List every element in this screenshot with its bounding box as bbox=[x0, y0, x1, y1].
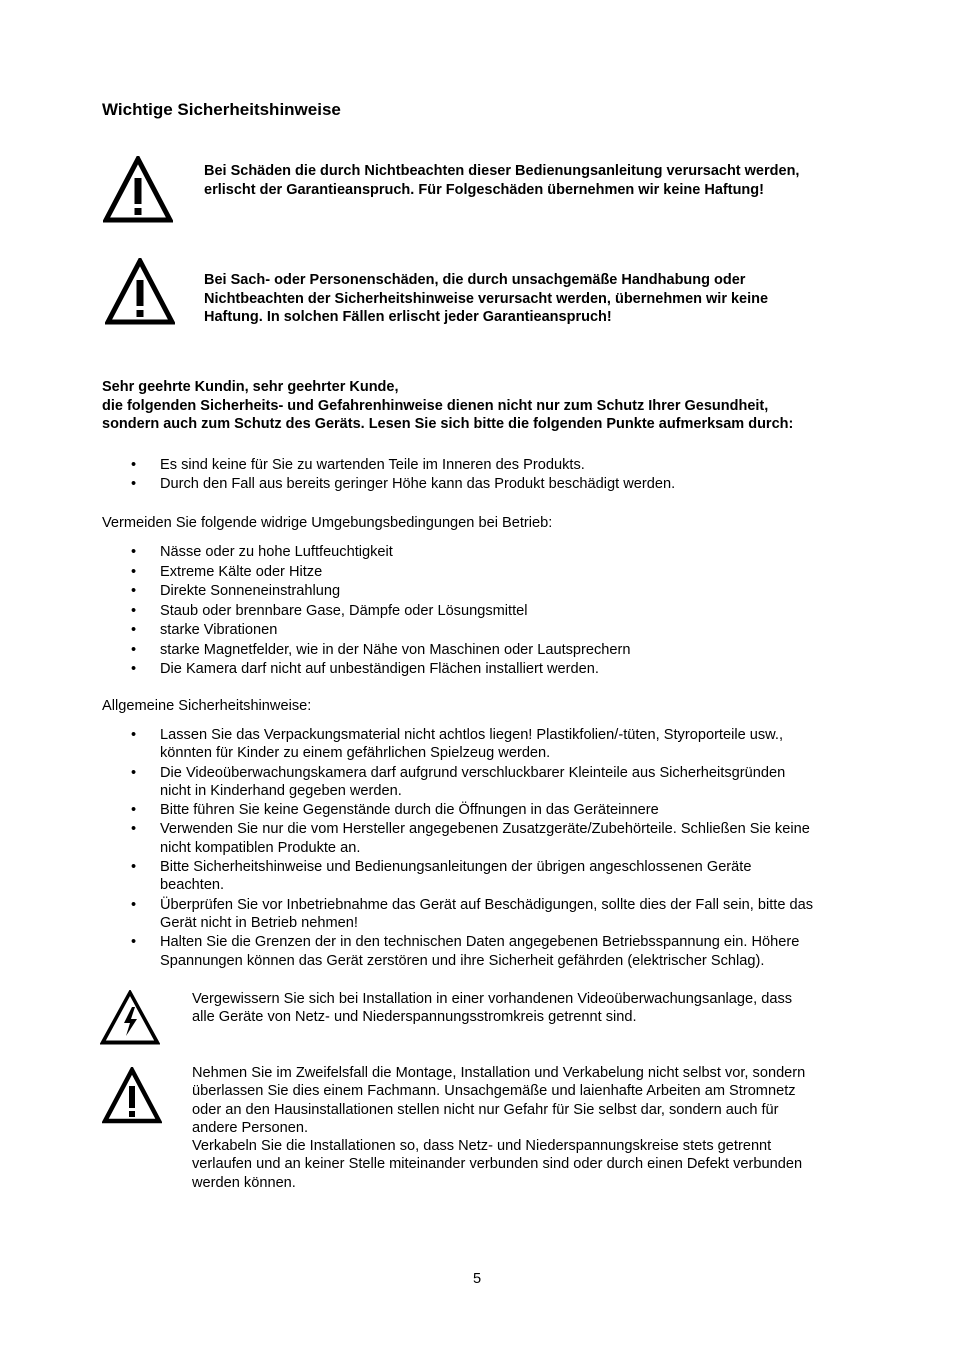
warning-line: erlischt der Garantieanspruch. Für Folgeschäden übernehmen wir keine Haftung! bbox=[204, 181, 764, 198]
list-item: • Bitte Sicherheitshinweise und Bedienungsanleitungen der übrigen angeschlossenen Geräte beachten. bbox=[131, 859, 752, 894]
electric-note-text bbox=[192, 990, 792, 1027]
note-line: andere Personen. bbox=[192, 1119, 309, 1136]
greeting-line: Sehr geehrte Kundin, sehr geehrter Kunde, bbox=[102, 379, 399, 395]
greeting-line: sondern auch zum Schutz des Geräts. Lesen Sie sich bitte die folgenden Punkte aufmerksam durch: bbox=[102, 416, 794, 432]
list-item: • Halten Sie die Grenzen der in den technischen Daten angegebenen Betriebsspannung ein. Höhere Spannungen können das Gerät zerstören und ihre Sicherheit gefährden (elektrischer Schlag). bbox=[131, 934, 800, 969]
note-line: verlaufen und an keiner Stelle miteinander verbunden sind oder durch einen Defekt verbunden bbox=[192, 1156, 803, 1173]
list-item: • Lassen Sie das Verpackungsmaterial nicht achtlos liegen! Plastikfolien/-tüten, Styroporteile usw., könnten für Kinder zu einem gefährlichen Spielzeug werden. bbox=[131, 727, 784, 762]
warning-text-2 bbox=[204, 271, 768, 327]
list-item: • Überprüfen Sie vor Inbetriebnahme das Gerät auf Beschädigungen, sollte dies der Fall sein, bitte das Gerät nicht in Betrieb nehmen! bbox=[131, 896, 814, 931]
environment-intro: Vermeiden Sie folgende widrige Umgebungsbedingungen bei Betrieb: bbox=[102, 515, 553, 531]
greeting-line: die folgenden Sicherheits- und Gefahrenhinweise dienen nicht nur zum Schutz Ihrer Gesundheit, bbox=[102, 397, 769, 414]
warning-line: Haftung. In solchen Fällen erlischt jeder Garantieanspruch! bbox=[204, 309, 612, 325]
note-line: alle Geräte von Netz- und Niederspannungsstromkreis getrennt sind. bbox=[192, 1009, 637, 1026]
warning-line: Nichtbeachten der Sicherheitshinweise verursacht werden, übernehmen wir keine bbox=[204, 290, 769, 307]
note-line: werden können. bbox=[192, 1174, 296, 1191]
environment-list bbox=[0, 543, 631, 680]
note-line: Vergewissern Sie sich bei Installation in einer vorhandenen Videoüberwachungsanlage, dass bbox=[192, 991, 793, 1007]
warning-line: Bei Sach- oder Personenschäden, die durch unsachgemäße Handhabung oder bbox=[204, 272, 746, 288]
list-item: • starke Vibrationen bbox=[131, 622, 278, 638]
list-item: • Nässe oder zu hohe Luftfeuchtigkeit bbox=[131, 544, 393, 560]
warning-text-1 bbox=[204, 162, 799, 199]
note-line: überlassen Sie dies einem Fachmann. Unsachgemäße und laienhafte Arbeiten am Stromnetz bbox=[192, 1083, 796, 1100]
list-item: • Die Videoüberwachungskamera darf aufgrund verschluckbarer Kleinteile aus Sicherheitsgründen nicht in Kinderhand gegeben werden. bbox=[131, 764, 786, 799]
note-line: Verkabeln Sie die Installationen so, dass Netz- und Niederspannungskreise stets getrennt bbox=[192, 1138, 772, 1155]
page-title: Wichtige Sicherheitshinweise bbox=[102, 100, 341, 119]
high-voltage-icon bbox=[100, 990, 160, 1045]
warning-line: Bei Schäden die durch Nichtbeachten dieser Bedienungsanleitung verursacht werden, bbox=[204, 163, 800, 179]
list-item: • Verwenden Sie nur die vom Hersteller angegebenen Zusatzgeräte/Zubehörteile. Schließen Sie keine nicht kompatiblen Produkte an. bbox=[131, 821, 810, 856]
list-item: • Die Kamera darf nicht auf unbeständigen Flächen installiert werden. bbox=[131, 661, 599, 677]
expert-note-text bbox=[192, 1064, 805, 1192]
note-line: oder an den Hausinstallationen stellen nicht nur Gefahr für Sie selbst dar, sondern auch für bbox=[192, 1101, 779, 1118]
list-item: • Extreme Kälte oder Hitze bbox=[131, 563, 323, 580]
product-notes-list bbox=[0, 456, 675, 494]
warning-triangle-icon bbox=[103, 156, 173, 223]
list-item: • Bitte führen Sie keine Gegenstände durch die Öffnungen in das Geräteinnere bbox=[131, 802, 659, 819]
list-item: • starke Magnetfelder, wie in der Nähe von Maschinen oder Lautsprechern bbox=[131, 641, 631, 658]
list-item: • Staub oder brennbare Gase, Dämpfe oder Lösungsmittel bbox=[131, 602, 528, 619]
general-intro: Allgemeine Sicherheitshinweise: bbox=[102, 698, 312, 714]
list-item: • Durch den Fall aus bereits geringer Höhe kann das Produkt beschädigt werden. bbox=[131, 476, 676, 492]
warning-triangle-icon bbox=[105, 258, 175, 325]
list-item: • Direkte Sonneneinstrahlung bbox=[131, 583, 341, 599]
greeting-paragraph bbox=[102, 378, 793, 434]
warning-triangle-icon bbox=[102, 1067, 162, 1124]
note-line: Nehmen Sie im Zweifelsfall die Montage, Installation und Verkabelung nicht selbst vor, sondern bbox=[192, 1065, 806, 1081]
page-number: 5 bbox=[472, 1271, 482, 1287]
general-safety-list bbox=[0, 726, 813, 971]
list-item: • Es sind keine für Sie zu wartenden Teile im Inneren des Produkts. bbox=[131, 457, 585, 473]
